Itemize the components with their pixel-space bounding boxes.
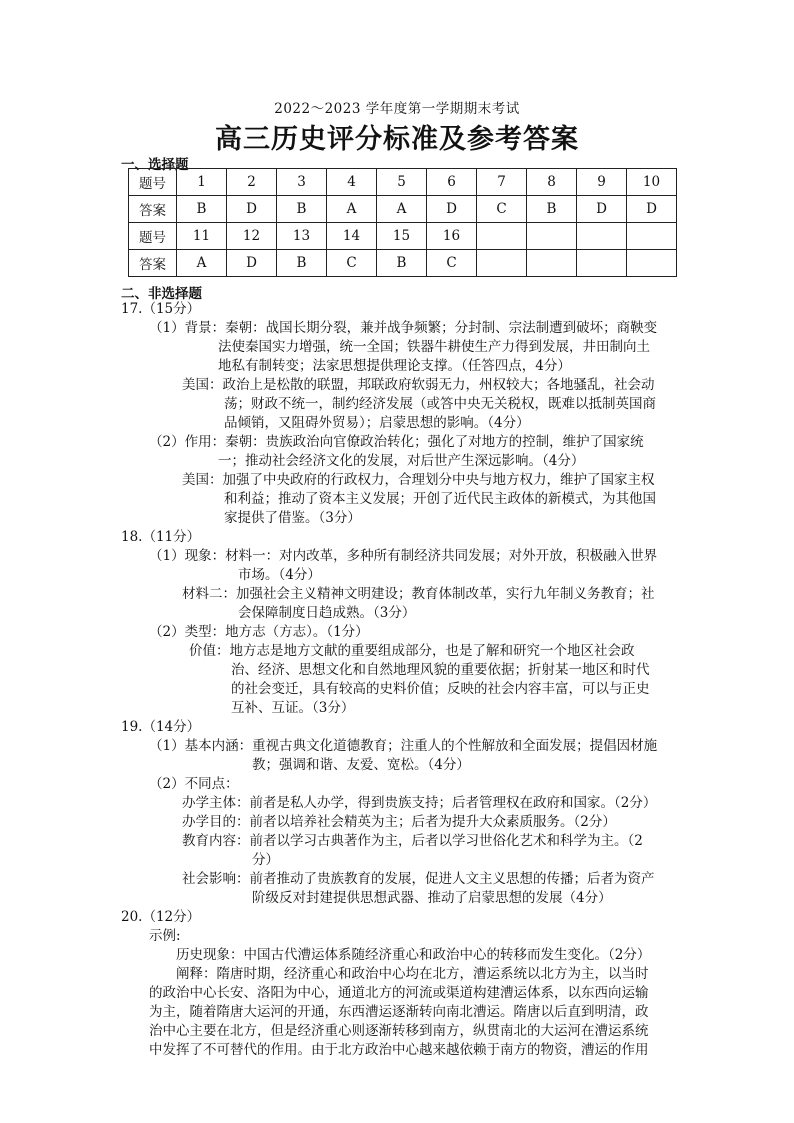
table-cell bbox=[477, 223, 527, 250]
table-row bbox=[129, 223, 677, 250]
answer-line: 价值：地方志是地方文献的重要组成部分，也是了解和研究一个地区社会政 bbox=[189, 643, 635, 659]
answer-line: 互补、互证。（3分） bbox=[231, 700, 355, 716]
table-cell: 8 bbox=[527, 169, 577, 196]
table-cell: 5 bbox=[377, 169, 427, 196]
answer-line: 治中心主要在北方，但是经济重心则逐渐转移到南方，纵贯南北的大运河在漕运系统 bbox=[149, 1023, 649, 1039]
answer-line: 阐释：隋唐时期，经济重心和政治中心均在北方，漕运系统以北方为主，以当时 bbox=[176, 966, 649, 982]
table-cell: 7 bbox=[477, 169, 527, 196]
answer-line: 市场。（4分） bbox=[238, 567, 321, 583]
table-cell: 6 bbox=[427, 169, 477, 196]
table-row bbox=[129, 169, 677, 196]
answer-line: 美国：政治上是松散的联盟，邦联政府软弱无力，州权较大；各地骚乱，社会动 bbox=[182, 377, 655, 393]
table-cell: 答案 bbox=[129, 196, 177, 223]
answer-line: 治、经济、思想文化和自然地理风貌的重要依据；折射某一地区和时代 bbox=[231, 662, 650, 678]
table-cell: B bbox=[177, 196, 227, 223]
table-cell: 1 bbox=[177, 169, 227, 196]
answer-line: （1）现象：材料一：对内改革，多种所有制经济共同发展；对外开放，积极融入世界 bbox=[149, 548, 658, 564]
section-heading-choice: 一、选择题 bbox=[121, 157, 189, 173]
table-cell: D bbox=[227, 250, 277, 277]
answer-line: 和利益；推动了资本主义发展；开创了近代民主政体的新模式，为其他国 bbox=[224, 491, 656, 507]
section-heading-essay: 二、非选择题 bbox=[121, 286, 202, 302]
table-cell: 14 bbox=[327, 223, 377, 250]
answer-line: 一；推动社会经济文化的发展，对后世产生深远影响。（4分） bbox=[218, 453, 585, 469]
table-cell: C bbox=[427, 250, 477, 277]
table-cell: 4 bbox=[327, 169, 377, 196]
answer-line: 荡；财政不统一，制约经济发展（或答中央无关税权，既难以抵制英国商 bbox=[224, 396, 656, 412]
answer-line: 分） bbox=[252, 852, 279, 868]
table-cell: 11 bbox=[177, 223, 227, 250]
question-18-heading: 18.（11分） bbox=[121, 529, 201, 545]
table-cell: 9 bbox=[577, 169, 627, 196]
table-cell: A bbox=[177, 250, 227, 277]
answer-line: 示例: bbox=[149, 928, 181, 944]
table-cell bbox=[527, 250, 577, 277]
table-cell bbox=[577, 223, 627, 250]
answer-line: 材料二：加强社会主义精神文明建设；教育体制改革，实行九年制义务教育；社 bbox=[182, 586, 655, 602]
choice-answer-table bbox=[128, 168, 677, 277]
table-cell: 10 bbox=[627, 169, 677, 196]
table-cell bbox=[627, 223, 677, 250]
table-cell: 15 bbox=[377, 223, 427, 250]
table-cell: 12 bbox=[227, 223, 277, 250]
answer-line: 中发挥了不可替代的作用。由于北方政治中心越来越依赖于南方的物资，漕运的作用 bbox=[149, 1042, 649, 1058]
answer-line: （2）作用：秦朝：贵族政治向官僚政治转化；强化了对地方的控制，维护了国家统 bbox=[149, 434, 644, 450]
answer-line: 会保障制度日趋成熟。（3分） bbox=[238, 605, 416, 621]
table-cell: B bbox=[277, 196, 327, 223]
answer-line: 品倾销，又阻碍外贸易）；启蒙思想的影响。（4分） bbox=[224, 415, 530, 431]
answer-line: 社会影响：前者推动了贵族教育的发展，促进人文主义思想的传播；后者为资产 bbox=[182, 871, 655, 887]
table-row bbox=[129, 250, 677, 277]
answer-line: 美国：加强了中央政府的行政权力，合理划分中央与地方权力，维护了国家主权 bbox=[182, 472, 655, 488]
page-title: 高三历史评分标准及参考答案 bbox=[215, 124, 579, 155]
answer-line: 的政治中心长安、洛阳为中心，通道北方的河流或渠道构建漕运体系，以东西向运输 bbox=[149, 985, 649, 1001]
table-cell: C bbox=[477, 196, 527, 223]
table-cell: A bbox=[377, 196, 427, 223]
answer-line: 办学目的：前者以培养社会精英为主；后者为提升大众素质服务。（2分） bbox=[182, 814, 616, 830]
table-cell: B bbox=[377, 250, 427, 277]
question-19-heading: 19.（14分） bbox=[121, 719, 201, 735]
answer-line: 地私有制转变；法家思想提供理论支撑。（任答四点，4分） bbox=[218, 358, 571, 374]
table-cell: D bbox=[427, 196, 477, 223]
table-cell bbox=[477, 250, 527, 277]
table-cell: 题号 bbox=[129, 223, 177, 250]
table-cell bbox=[577, 250, 627, 277]
exam-subtitle: 2022～2023 学年度第一学期期末考试 bbox=[274, 101, 520, 117]
answer-line: 的社会变迁，具有较高的史料价值；反映的社会内容丰富，可以与正史 bbox=[231, 681, 650, 697]
table-cell: 答案 bbox=[129, 250, 177, 277]
table-cell: D bbox=[627, 196, 677, 223]
table-cell: 3 bbox=[277, 169, 327, 196]
question-20-heading: 20.（12分） bbox=[121, 909, 201, 925]
answer-line: 家提供了借鉴。（3分） bbox=[224, 510, 361, 526]
question-17-heading: 17.（15分） bbox=[121, 301, 201, 317]
table-row bbox=[129, 196, 677, 223]
answer-line: 法使秦国实力增强，统一全国；铁器牛耕使生产力得到发展，井田制向土 bbox=[218, 339, 650, 355]
table-cell: 13 bbox=[277, 223, 327, 250]
answer-line: 办学主体：前者是私人办学，得到贵族支持；后者管理权在政府和国家。（2分） bbox=[182, 795, 657, 811]
table-cell bbox=[627, 250, 677, 277]
table-cell: D bbox=[227, 196, 277, 223]
answer-line: （1）基本内涵：重视古典文化道德教育；注重人的个性解放和全面发展；提倡因材施 bbox=[149, 738, 658, 754]
answer-line: （2）不同点： bbox=[149, 776, 239, 792]
answer-line: （1）背景：秦朝：战国长期分裂，兼并战争频繁；分封制、宗法制遭到破坏；商鞅变 bbox=[149, 320, 658, 336]
table-cell bbox=[527, 223, 577, 250]
table-cell: C bbox=[327, 250, 377, 277]
answer-line: 为主，随着隋唐大运河的开通，东西漕运逐渐转向南北漕运。隋唐以后直到明清，政 bbox=[149, 1004, 649, 1020]
table-cell: B bbox=[527, 196, 577, 223]
answer-line: 教育内容：前者以学习古典著作为主，后者以学习世俗化艺术和科学为主。（2 bbox=[182, 833, 643, 849]
table-cell: 2 bbox=[227, 169, 277, 196]
table-cell: 16 bbox=[427, 223, 477, 250]
table-cell: A bbox=[327, 196, 377, 223]
answer-line: （2）类型：地方志（方志）。（1分） bbox=[149, 624, 369, 640]
answer-line: 教；强调和谐、友爱、宽松。（4分） bbox=[252, 757, 470, 773]
table-cell: D bbox=[577, 196, 627, 223]
answer-line: 阶级反对封建提供思想武器、推动了启蒙思想的发展（4分） bbox=[252, 890, 612, 906]
table-cell: 题号 bbox=[129, 169, 177, 196]
answer-line: 历史现象：中国古代漕运体系随经济重心和政治中心的转移而发生变化。（2分） bbox=[176, 947, 651, 963]
table-cell: B bbox=[277, 250, 327, 277]
